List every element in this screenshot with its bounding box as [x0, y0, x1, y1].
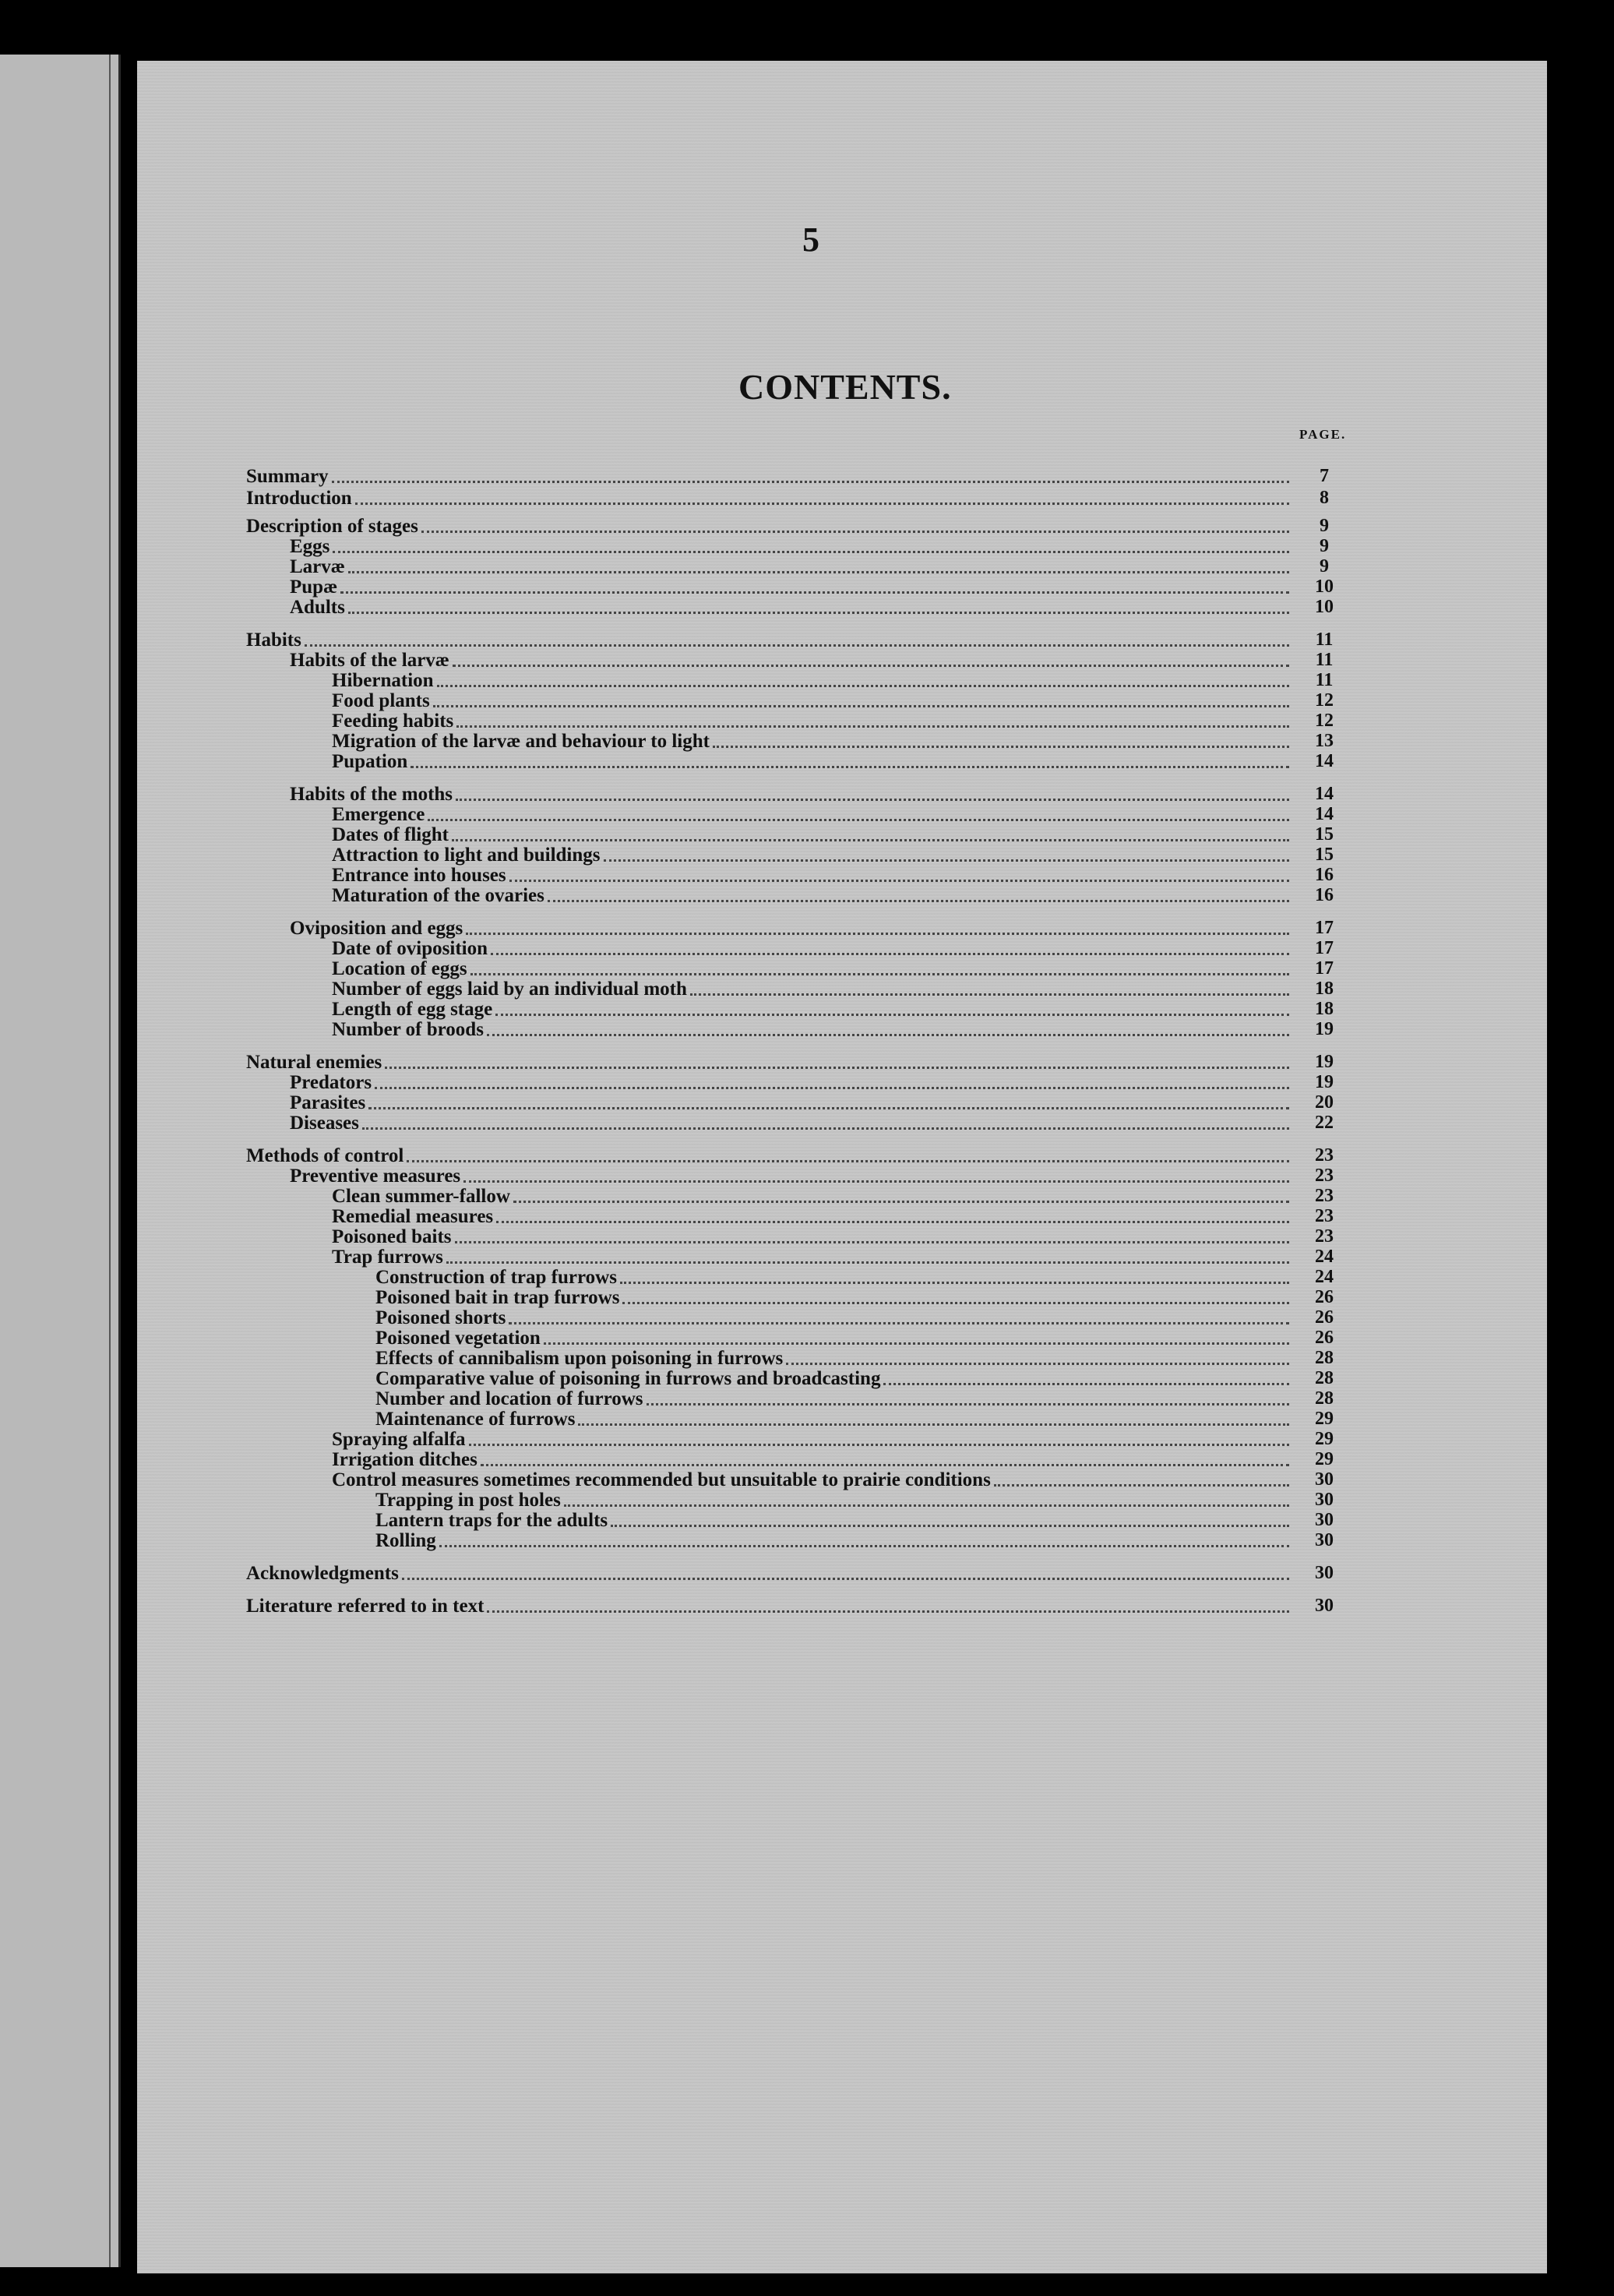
toc-leader-dots — [463, 1180, 1289, 1183]
toc-entry-label: Dates of flight — [332, 824, 449, 845]
toc-entry-page: 26 — [1315, 1307, 1334, 1328]
toc-entry-page: 28 — [1315, 1348, 1334, 1368]
toc-entry-page: 11 — [1315, 670, 1334, 690]
toc-entry-label: Description of stages — [246, 516, 418, 537]
toc-entry — [246, 1144, 1289, 1166]
toc-entry-page: 26 — [1315, 1287, 1334, 1307]
toc-entry-label: Food plants — [332, 690, 430, 711]
toc-entry-label: Adults — [290, 597, 345, 618]
toc-entry — [375, 1306, 1289, 1328]
toc-leader-dots — [428, 819, 1289, 821]
toc-leader-dots — [385, 1067, 1289, 1069]
toc-entry-label: Hibernation — [332, 670, 434, 691]
toc-leader-dots — [402, 1578, 1289, 1580]
toc-entry — [290, 595, 1289, 617]
toc-leader-dots — [433, 705, 1289, 707]
toc-entry-page: 23 — [1315, 1206, 1334, 1226]
toc-entry-label: Habits of the larvæ — [290, 650, 449, 671]
toc-entry-page: 15 — [1315, 845, 1334, 865]
toc-entry — [332, 1184, 1289, 1206]
toc-entry — [332, 1018, 1289, 1039]
toc-entry-label: Control measures sometimes recommended but unsuitable to prairie conditions — [332, 1469, 991, 1490]
toc-entry — [332, 689, 1289, 711]
contents-title: CONTENTS. — [738, 367, 952, 407]
toc-entry-page: 29 — [1315, 1409, 1334, 1429]
toc-entry-label: Feeding habits — [332, 711, 454, 732]
toc-entry-page: 28 — [1315, 1368, 1334, 1388]
toc-entry-label: Maturation of the ovaries — [332, 885, 544, 906]
toc-entry — [290, 575, 1289, 597]
toc-entry — [332, 977, 1289, 999]
toc-entry — [375, 1529, 1289, 1550]
toc-entry-label: Rolling — [375, 1530, 436, 1551]
toc-leader-dots — [994, 1484, 1289, 1487]
toc-entry — [375, 1387, 1289, 1409]
toc-entry-page: 24 — [1315, 1247, 1334, 1267]
toc-entry-label: Habits — [246, 630, 301, 651]
toc-leader-dots — [355, 503, 1289, 505]
toc-entry-page: 13 — [1315, 731, 1334, 751]
toc-entry-label: Entrance into houses — [332, 865, 506, 886]
toc-entry — [246, 628, 1289, 650]
toc-leader-dots — [455, 1241, 1289, 1243]
toc-entry — [332, 749, 1289, 771]
toc-leader-dots — [456, 725, 1289, 728]
toc-leader-dots — [368, 1107, 1289, 1109]
toc-entry-page: 17 — [1315, 938, 1334, 958]
toc-leader-dots — [439, 1545, 1289, 1547]
toc-entry-label: Date of oviposition — [332, 938, 488, 959]
toc-entry — [332, 709, 1289, 731]
toc-leader-dots — [411, 766, 1289, 768]
toc-entry-page: 12 — [1315, 711, 1334, 731]
toc-entry-page: 23 — [1315, 1186, 1334, 1206]
toc-leader-dots — [375, 1087, 1289, 1089]
toc-leader-dots — [713, 746, 1289, 748]
toc-entry-label: Effects of cannibalism upon poisoning in furrows — [375, 1348, 784, 1369]
toc-entry-page: 19 — [1315, 1019, 1334, 1039]
toc-entry-label: Eggs — [290, 536, 330, 557]
toc-leader-dots — [348, 612, 1289, 614]
toc-entry-label: Pupation — [332, 751, 408, 772]
toc-entry — [375, 1367, 1289, 1388]
toc-entry-page: 30 — [1315, 1490, 1334, 1510]
toc-entry — [375, 1265, 1289, 1287]
toc-entry-label: Clean summer-fallow — [332, 1186, 510, 1207]
toc-entry-label: Number of eggs laid by an individual moth — [332, 979, 687, 1000]
toc-entry-label: Migration of the larvæ and behaviour to light — [332, 731, 710, 752]
toc-leader-dots — [456, 799, 1289, 801]
toc-leader-dots — [620, 1282, 1289, 1284]
toc-entry-label: Parasites — [290, 1092, 366, 1113]
toc-entry — [332, 1225, 1289, 1247]
toc-leader-dots — [466, 933, 1289, 935]
toc-entry — [290, 1164, 1289, 1186]
toc-entry-label: Irrigation ditches — [332, 1449, 478, 1470]
toc-leader-dots — [883, 1383, 1289, 1385]
toc-entry-page: 20 — [1315, 1092, 1334, 1113]
toc-entry — [375, 1407, 1289, 1429]
toc-entry-label: Trap furrows — [332, 1247, 443, 1268]
toc-entry — [375, 1346, 1289, 1368]
toc-entry-page: 14 — [1315, 751, 1334, 771]
toc-leader-dots — [470, 973, 1289, 975]
toc-entry — [290, 555, 1289, 577]
toc-entry-page: 8 — [1320, 488, 1329, 508]
toc-entry-page: 9 — [1320, 556, 1329, 577]
toc-leader-dots — [333, 551, 1289, 553]
toc-entry-page: 24 — [1315, 1267, 1334, 1287]
toc-entry-page: 9 — [1320, 516, 1329, 536]
toc-entry-label: Poisoned shorts — [375, 1307, 506, 1328]
toc-entry-label: Larvæ — [290, 556, 345, 577]
toc-entry-page: 30 — [1315, 1469, 1334, 1490]
toc-entry-page: 19 — [1315, 1072, 1334, 1092]
toc-entry — [290, 1070, 1289, 1092]
toc-leader-dots — [481, 1464, 1289, 1466]
toc-leader-dots — [452, 839, 1289, 841]
toc-leader-dots — [305, 644, 1289, 647]
toc-leader-dots — [690, 993, 1289, 996]
toc-leader-dots — [622, 1302, 1289, 1304]
toc-entry-page: 12 — [1315, 690, 1334, 711]
toc-leader-dots — [495, 1014, 1289, 1016]
toc-entry — [332, 936, 1289, 958]
toc-entry-label: Preventive measures — [290, 1166, 461, 1187]
toc-entry-page: 29 — [1315, 1449, 1334, 1469]
toc-entry-page: 29 — [1315, 1429, 1334, 1449]
toc-leader-dots — [487, 1610, 1289, 1613]
toc-leader-dots — [491, 953, 1289, 955]
toc-entry — [332, 957, 1289, 979]
toc-leader-dots — [578, 1423, 1289, 1426]
toc-leader-dots — [509, 1322, 1289, 1324]
toc-entry-page: 10 — [1315, 597, 1334, 617]
toc-entry-page: 16 — [1315, 865, 1334, 885]
toc-leader-dots — [453, 665, 1289, 667]
toc-entry — [332, 729, 1289, 751]
toc-entry — [290, 782, 1289, 804]
toc-leader-dots — [786, 1363, 1289, 1365]
toc-entry-page: 23 — [1315, 1145, 1334, 1166]
toc-entry-page: 26 — [1315, 1328, 1334, 1348]
toc-entry — [332, 883, 1289, 905]
toc-entry — [332, 997, 1289, 1019]
toc-entry-page: 7 — [1320, 466, 1329, 486]
toc-entry — [332, 1245, 1289, 1267]
toc-leader-dots — [421, 531, 1289, 533]
toc-entry — [375, 1326, 1289, 1348]
toc-entry — [375, 1508, 1289, 1530]
toc-entry-label: Diseases — [290, 1113, 359, 1134]
toc-entry-page: 30 — [1315, 1530, 1334, 1550]
toc-entry-page: 9 — [1320, 536, 1329, 556]
toc-entry-page: 15 — [1315, 824, 1334, 845]
toc-entry — [332, 863, 1289, 885]
toc-entry-label: Lantern traps for the adults — [375, 1510, 608, 1531]
toc-entry-label: Predators — [290, 1072, 372, 1093]
toc-entry — [290, 1111, 1289, 1133]
toc-entry-label: Poisoned vegetation — [375, 1328, 541, 1349]
toc-entry-label: Length of egg stage — [332, 999, 493, 1020]
toc-entry — [332, 668, 1289, 690]
page-number: 5 — [802, 220, 819, 259]
toc-leader-dots — [548, 900, 1289, 902]
toc-entry-label: Trapping in post holes — [375, 1490, 561, 1511]
toc-entry-label: Introduction — [246, 488, 352, 509]
toc-entry-label: Maintenance of furrows — [375, 1409, 576, 1430]
toc-entry — [290, 534, 1289, 556]
toc-entry-label: Poisoned bait in trap furrows — [375, 1287, 620, 1308]
toc-entry — [375, 1488, 1289, 1510]
toc-entry-page: 17 — [1315, 958, 1334, 979]
toc-leader-dots — [407, 1160, 1289, 1162]
toc-entry-page: 23 — [1315, 1166, 1334, 1186]
toc-entry-page: 30 — [1315, 1563, 1334, 1583]
toc-entry-label: Acknowledgments — [246, 1563, 399, 1584]
toc-entry-page: 17 — [1315, 918, 1334, 938]
toc-leader-dots — [340, 591, 1289, 594]
toc-entry-label: Attraction to light and buildings — [332, 845, 601, 866]
toc-entry-label: Comparative value of poisoning in furrows and broadcasting — [375, 1368, 881, 1389]
toc-leader-dots — [446, 1261, 1289, 1264]
toc-entry — [332, 843, 1289, 865]
toc-entry — [332, 1448, 1289, 1469]
toc-leader-dots — [647, 1403, 1289, 1405]
toc-entry-label: Methods of control — [246, 1145, 404, 1166]
toc-leader-dots — [362, 1127, 1289, 1130]
toc-entry-page: 18 — [1315, 999, 1334, 1019]
toc-entry-label: Poisoned baits — [332, 1226, 452, 1247]
toc-entry — [246, 1561, 1289, 1583]
toc-leader-dots — [604, 859, 1289, 862]
toc-entry — [332, 823, 1289, 845]
toc-leader-dots — [437, 685, 1289, 687]
toc-leader-dots — [332, 481, 1289, 483]
toc-entry-page: 30 — [1315, 1596, 1334, 1616]
toc-entry-label: Construction of trap furrows — [375, 1267, 617, 1288]
toc-entry — [290, 648, 1289, 670]
toc-entry-label: Number and location of furrows — [375, 1388, 643, 1409]
toc-leader-dots — [611, 1525, 1289, 1527]
toc-entry-label: Remedial measures — [332, 1206, 494, 1227]
toc-entry-page: 14 — [1315, 784, 1334, 804]
toc-entry-page: 11 — [1315, 630, 1334, 650]
toc-entry-page: 28 — [1315, 1388, 1334, 1409]
toc-leader-dots — [564, 1504, 1289, 1507]
toc-entry — [290, 1091, 1289, 1113]
toc-entry-label: Oviposition and eggs — [290, 918, 463, 939]
toc-leader-dots — [487, 1034, 1289, 1036]
toc-entry — [332, 802, 1289, 824]
toc-leader-dots — [496, 1221, 1289, 1223]
toc-entry-page: 18 — [1315, 979, 1334, 999]
toc-entry-label: Summary — [246, 466, 329, 487]
toc-leader-dots — [469, 1444, 1289, 1446]
toc-leader-dots — [509, 880, 1289, 882]
toc-entry — [246, 464, 1289, 486]
toc-entry — [246, 514, 1289, 536]
toc-entry — [332, 1427, 1289, 1449]
toc-entry-page: 16 — [1315, 885, 1334, 905]
toc-entry-label: Number of broods — [332, 1019, 484, 1040]
toc-entry — [290, 916, 1289, 938]
toc-entry — [332, 1468, 1289, 1490]
toc-entry-page: 10 — [1315, 577, 1334, 597]
toc-entry-label: Location of eggs — [332, 958, 467, 979]
toc-entry-label: Pupæ — [290, 577, 338, 598]
toc-leader-dots — [544, 1342, 1289, 1345]
toc-entry — [246, 1594, 1289, 1616]
toc-entry-page: 30 — [1315, 1510, 1334, 1530]
toc-entry-page: 14 — [1315, 804, 1334, 824]
toc-entry — [375, 1286, 1289, 1307]
toc-entry — [332, 1204, 1289, 1226]
toc-entry-label: Natural enemies — [246, 1052, 382, 1073]
toc-entry-page: 11 — [1315, 650, 1334, 670]
toc-entry-label: Habits of the moths — [290, 784, 453, 805]
toc-entry — [246, 1050, 1289, 1072]
toc-entry-page: 23 — [1315, 1226, 1334, 1247]
toc-entry — [246, 486, 1289, 508]
toc-leader-dots — [348, 571, 1289, 573]
toc-entry-page: 22 — [1315, 1113, 1334, 1133]
toc-entry-label: Emergence — [332, 804, 425, 825]
toc-entry-label: Spraying alfalfa — [332, 1429, 466, 1450]
page-column-header: PAGE. — [1299, 427, 1347, 442]
toc-entry-label: Literature referred to in text — [246, 1596, 485, 1617]
toc-leader-dots — [513, 1201, 1289, 1203]
toc-entry-page: 19 — [1315, 1052, 1334, 1072]
